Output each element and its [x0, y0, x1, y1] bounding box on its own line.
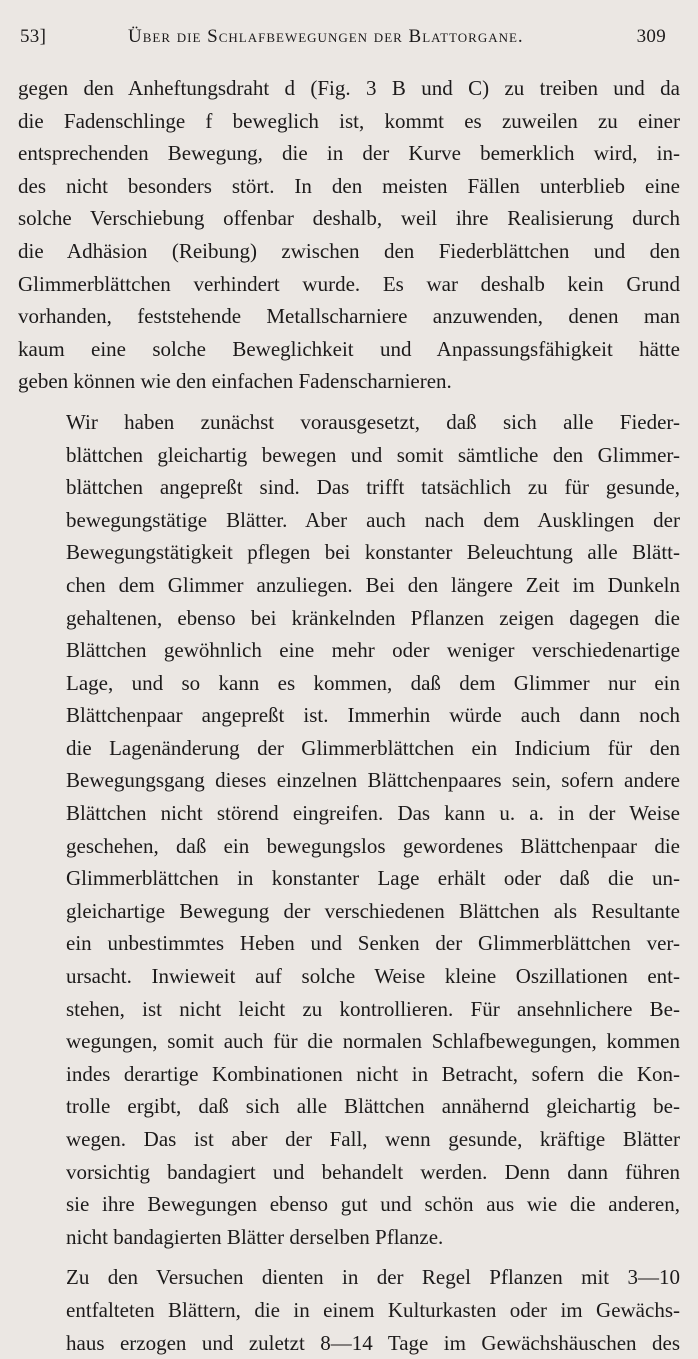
running-title: Über die Schlafbewegungen der Blattorgane. [128, 26, 524, 47]
text-line: ursacht. Inwieweit auf solche Weise kleine Oszillationen ent- [66, 964, 680, 989]
text-line: ein unbestimmtes Heben und Senken der Glimmerblättchen ver- [66, 931, 680, 956]
text-line: chen dem Glimmer anzuliegen. Bei den längere Zeit im Dunkeln [66, 572, 680, 597]
text-line: entsprechenden Bewegung, die in der Kurve bemerklich wird, in- [18, 141, 680, 166]
text-line: trolle ergibt, daß sich alle Blättchen annähernd gleichartig be- [66, 1094, 680, 1119]
text-line: Bewegungstätigkeit pflegen bei konstanter Beleuchtung alle Blätt- [66, 540, 680, 565]
text-line: wegungen, somit auch für die normalen Schlafbewegungen, kommen [66, 1029, 680, 1054]
text-line: blättchen angepreßt sind. Das trifft tatsächlich zu für gesunde, [66, 475, 680, 500]
text-line: nicht bandagierten Blätter derselben Pflanze. [66, 1224, 444, 1249]
text-line: gehaltenen, ebenso bei kränkelnden Pflanzen zeigen dagegen die [66, 605, 680, 630]
text-line: kaum eine solche Beweglichkeit und Anpassungsfähigkeit hätte [18, 336, 680, 361]
text-line: vorhanden, feststehende Metallscharniere anzuwenden, denen man [18, 304, 680, 329]
text-line: wegen. Das ist aber der Fall, wenn gesunde, kräftige Blätter [66, 1127, 680, 1151]
text-line: des nicht besonders stört. In den meisten Fällen unterblieb eine [18, 173, 680, 198]
text-line: stehen, ist nicht leicht zu kontrollieren. Für ansehnlichere Be- [66, 996, 680, 1021]
paragraph [18, 1261, 680, 1359]
text-line: Blättchen nicht störend eingreifen. Das kann u. a. in der Weise [66, 801, 680, 826]
text-line: vorsichtig bandagiert und behandelt werden. Denn dann führen [66, 1159, 680, 1184]
text-line: gleichartige Bewegung der verschiedenen Blättchen als Resultante [66, 898, 680, 923]
text-line: die Lagenänderung der Glimmerblättchen ein Indicium für den [66, 735, 680, 760]
text-line: Glimmerblättchen verhindert wurde. Es war deshalb kein Grund [18, 271, 680, 296]
text-line: Glimmerblättchen in konstanter Lage erhält oder daß die un- [66, 866, 680, 891]
text-line: die Fadenschlinge f beweglich ist, kommt es zuweilen zu einer [18, 108, 680, 133]
text-line: gegen den Anheftungsdraht d (Fig. 3 B und C) zu treiben und da [18, 76, 680, 100]
text-line: Wir haben zunächst vorausgesetzt, daß sich alle Fieder- [66, 409, 680, 434]
text-line: haus erzogen und zuletzt 8—14 Tage im Gewächshäuschen des [66, 1330, 680, 1355]
paragraph [18, 72, 680, 398]
text-line: Zu den Versuchen dienten in der Regel Pflanzen mit 3—10 [66, 1265, 680, 1290]
running-head [18, 14, 680, 50]
text-line: Blättchen gewöhnlich eine mehr oder weniger verschiedenartige [66, 638, 680, 663]
text-line: blättchen gleichartig bewegen und somit sämtliche den Glimmer- [66, 442, 680, 467]
text-line: geben können wie den einfachen Fadenscharnieren. [18, 369, 452, 394]
text-line: die Adhäsion (Reibung) zwischen den Fiederblättchen und den [18, 238, 680, 263]
section-reference: 53] [20, 26, 47, 47]
text-line: sie ihre Bewegungen ebenso gut und schön aus wie die anderen, [66, 1192, 680, 1217]
text-line: Bewegungsgang dieses einzelnen Blättchenpaares sein, sofern andere [66, 768, 680, 793]
text-line: Lage, und so kann es kommen, daß dem Glimmer nur ein [66, 670, 680, 695]
page-number: 309 [636, 26, 666, 47]
text-line: indes derartige Kombinationen nicht in Betracht, sofern die Kon- [66, 1061, 680, 1086]
text-line: geschehen, daß ein bewegungslos gewordenes Blättchenpaar die [66, 833, 680, 858]
text-line: Blättchenpaar angepreßt ist. Immerhin würde auch dann noch [66, 703, 680, 728]
text-line: entfalteten Blättern, die in einem Kulturkasten oder im Gewächs- [66, 1297, 680, 1322]
body-text [18, 72, 680, 1359]
paragraph [18, 406, 680, 1253]
text-line: solche Verschiebung offenbar deshalb, weil ihre Realisierung durch [18, 206, 680, 231]
text-line: bewegungstätige Blätter. Aber auch nach dem Ausklingen der [66, 507, 680, 532]
